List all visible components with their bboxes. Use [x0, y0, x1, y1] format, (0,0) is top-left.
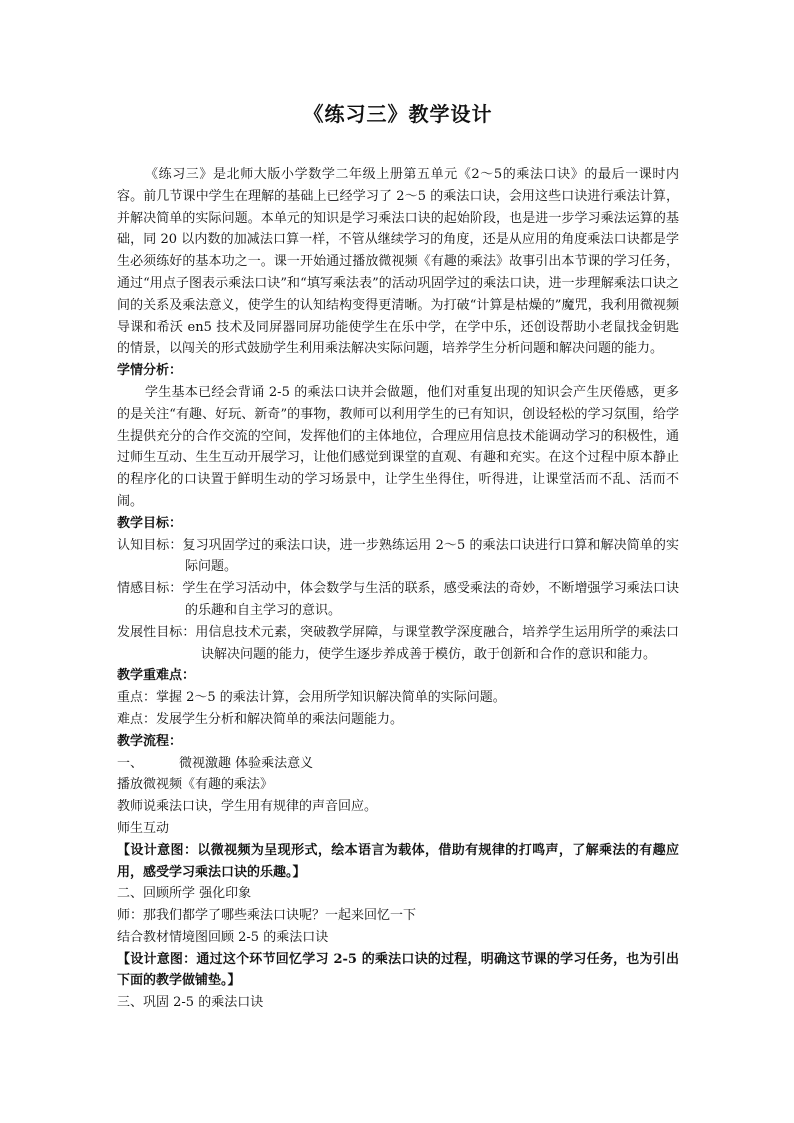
- step2-heading: 二、回顾所学 强化印象: [117, 886, 252, 902]
- page-title: 《练习三》教学设计: [303, 102, 493, 126]
- analysis-heading: 学情分析：: [117, 363, 183, 379]
- step2-line-b: 结合教材情境图回顾 2-5 的乘法口诀: [117, 929, 329, 945]
- step2-line-a: 师：那我们都学了哪些乘法口诀呢？一起来回忆一下: [117, 908, 417, 924]
- intro-paragraph: 《练习三》是北师大版小学数学二年级上册第五单元《2～5的乘法口诀》的最后一课时内容。前几节课中学生在理解的基础上已经学习了 2～5 的乘法口诀，会用这些口诀进行乘法计算，并解决简单的实际问题。本单元的知识是学习乘法口诀的起始阶段，也是进一步学习乘法运算的基础，同 20 以内数的加减法口算一样，不管从继续学习的角度，还是从应用的角度乘法口诀都是学生必须练好的基本功之一。课一开始通过播放微视频《有趣的乘法》故事引出本节课的学习任务，通过“用点子图表示乘法口诀”和“填写乘法表”的活动巩固学过的乘法口诀，进一步理解乘法口诀之间的关系及乘法意义，使学生的认知结构变得更清晰。为打破“计算是枯燥的”魔咒，我利用微视频导课和希沃 en5 技术及同屏器同屏功能使学生在乐中学，在学中乐，还创设帮助小老鼠找金钥匙的情景，以闯关的形式鼓励学生利用乘法解决实际问题，培养学生分析问题和解决问题的能力。: [117, 167, 679, 357]
- document-body: [117, 96, 679, 1014]
- goal-emotional: 情感目标：学生在学习活动中，体会数学与生活的联系，感受乘法的奇妙，不断增强学习乘法口诀的乐趣和自主学习的意识。: [117, 581, 679, 618]
- key-point: 重点：掌握 2～5 的乘法计算，会用所学知识解决简单的实际问题。: [117, 690, 506, 706]
- design-note-2: 【设计意图：通过这个环节回忆学习 2-5 的乘法口诀的过程，明确这节课的学习任务，也为引出下面的教学做铺垫。】: [117, 951, 679, 989]
- step1-title: 微视激趣 体验乘法意义: [179, 755, 314, 771]
- design-note-1: 【设计意图：以微视频为呈现形式，绘本语言为载体，借助有规律的打鸣声，了解乘法的有趣应用，感受学习乘法口诀的乐趣。】: [117, 842, 679, 880]
- analysis-paragraph: 学生基本已经会背诵 2-5 的乘法口诀并会做题，他们对重复出现的知识会产生厌倦感，更多的是关注“有趣、好玩、新奇”的事物，教师可以利用学生的已有知识，创设轻松的学习氛围，给学生提供充分的合作交流的空间，发挥他们的主体地位，合理应用信息技术能调动学习的积极性，通过师生互动、生生互动开展学习，让他们感觉到课堂的直观、有趣和充实。在这个过程中原本静止的程序化的口诀置于鲜明生动的学习场景中，让学生坐得住，听得进，让课堂活而不乱、活而不闹。: [117, 384, 679, 509]
- step1-heading: [117, 753, 679, 775]
- step1-number: 一、: [117, 755, 144, 771]
- flow-heading: 教学流程：: [117, 733, 183, 749]
- goal-cognitive: 认知目标：复习巩固学过的乘法口诀，进一步熟练运用 2～5 的乘法口诀进行口算和解决简单的实际问题。: [117, 537, 679, 575]
- key-points-heading: 教学重难点：: [117, 668, 196, 684]
- goals-heading: 教学目标：: [117, 515, 183, 531]
- step1-line-a: 播放微视频《有趣的乘法》: [117, 777, 274, 793]
- step1-line-b: 教师说乘法口诀，学生用有规律的声音回应。: [117, 799, 378, 815]
- difficult-point: 难点：发展学生分析和解决简单的乘法问题能力。: [117, 711, 404, 727]
- step1-line-c: 师生互动: [117, 820, 170, 836]
- step3-heading: 三、巩固 2-5 的乘法口诀: [117, 995, 264, 1011]
- goal-developmental: 发展性目标：用信息技术元素，突破教学屏障，与课堂教学深度融合，培养学生运用所学的乘法口诀解决问题的能力，使学生逐步养成善于模仿，敢于创新和合作的意识和能力。: [117, 624, 679, 662]
